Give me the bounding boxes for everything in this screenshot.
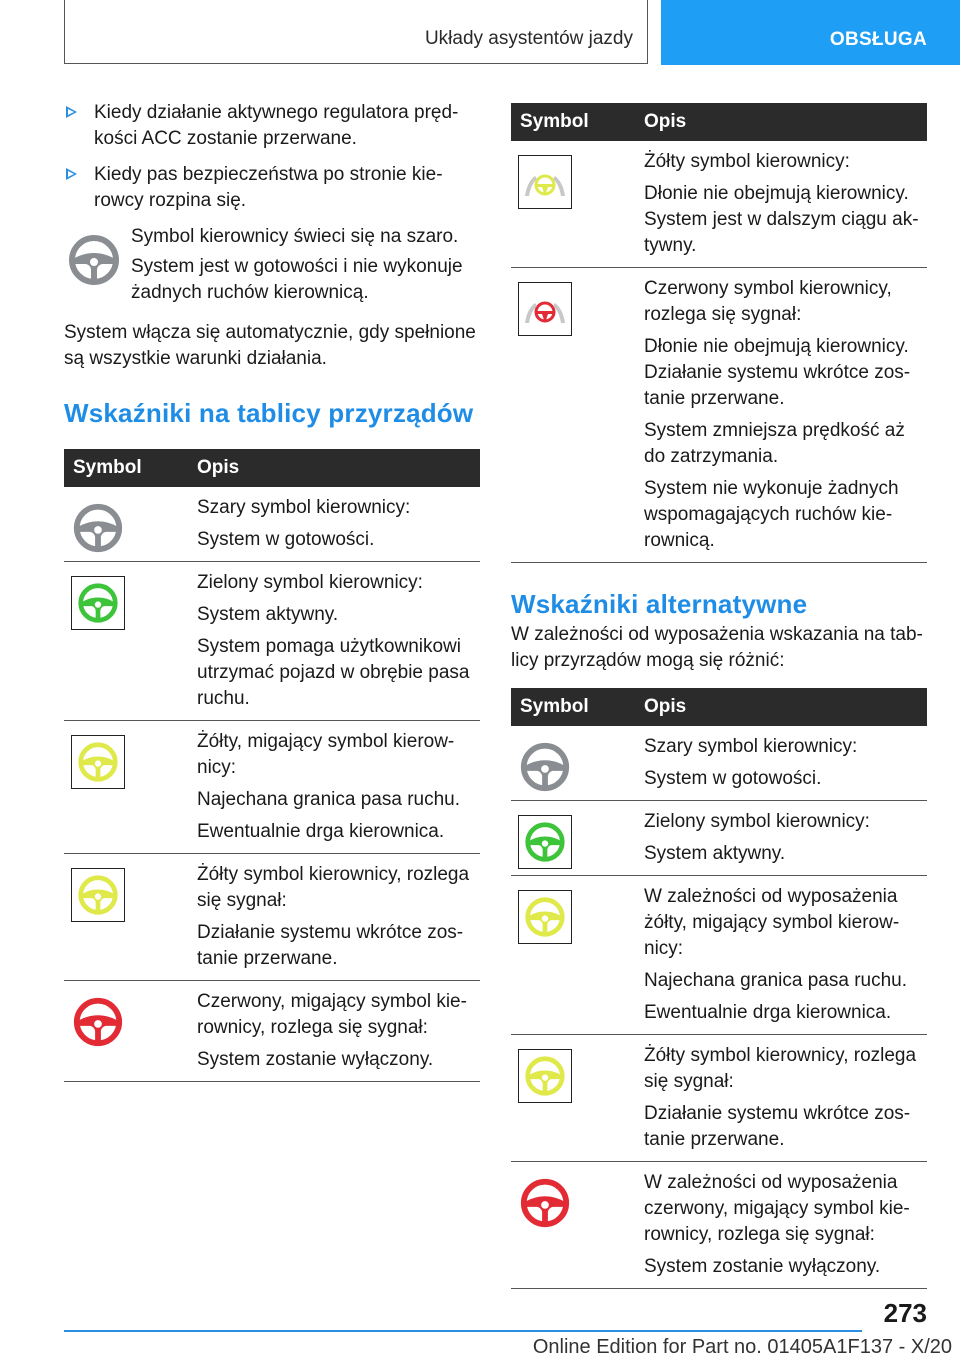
page-number: 273 bbox=[883, 1298, 927, 1328]
steering-wheel-red-icon bbox=[518, 1176, 572, 1235]
description-line: Czerwony, migający symbol kie-rownicy, rozlega się sygnał: bbox=[197, 991, 467, 1038]
description-line: Szary symbol kierownicy: bbox=[197, 497, 411, 518]
activation-paragraph: System włącza się automatycznie, gdy spełnione są wszystkie warunki działania. bbox=[64, 322, 476, 369]
hands-off-yellow-icon bbox=[518, 155, 572, 209]
steering-wheel-grey-icon bbox=[518, 740, 572, 799]
list-item bbox=[64, 162, 480, 214]
steering-wheel-yellow-icon bbox=[518, 890, 572, 944]
header-frame bbox=[64, 0, 648, 64]
bullet-text: rowcy rozpina się. bbox=[94, 190, 247, 211]
description-cell bbox=[187, 487, 480, 562]
symbol-cell bbox=[511, 726, 634, 801]
table-row bbox=[64, 562, 480, 721]
symbol-cell bbox=[511, 141, 634, 268]
description-cell bbox=[634, 141, 927, 268]
symbol-cell bbox=[64, 721, 187, 854]
description-line: System w gotowości. bbox=[644, 768, 822, 789]
symbol-cell bbox=[64, 854, 187, 981]
symbol-cell bbox=[511, 1035, 634, 1162]
steering-wheel-grey-icon bbox=[71, 501, 125, 560]
description-cell bbox=[634, 1162, 927, 1289]
symbol-cell bbox=[64, 487, 187, 562]
hands-off-red-icon bbox=[518, 282, 572, 336]
description-line: Działanie systemu wkrótce zos-tanie przerwane. bbox=[644, 1103, 911, 1150]
left-column bbox=[64, 100, 480, 1082]
description-line: Zielony symbol kierownicy: bbox=[644, 811, 870, 832]
column-header-symbol: Symbol bbox=[511, 103, 634, 141]
description-cell bbox=[634, 876, 927, 1035]
description-line: Żółty symbol kierownicy: bbox=[644, 151, 850, 172]
description-line: Dłonie nie obejmują kierownicy. System jest w dalszym ciągu ak-tywny. bbox=[644, 183, 919, 256]
symbol-cell bbox=[64, 981, 187, 1082]
alternative-indicator-table bbox=[511, 688, 927, 1289]
description-cell bbox=[187, 721, 480, 854]
description-cell bbox=[634, 726, 927, 801]
steering-wheel-grey-icon bbox=[66, 232, 122, 293]
section-tab-label: OBSŁUGA bbox=[829, 29, 927, 50]
table-row bbox=[64, 487, 480, 562]
table-row bbox=[64, 721, 480, 854]
table-row bbox=[511, 876, 927, 1035]
description-line: Czerwony symbol kierownicy, rozlega się sygnał: bbox=[644, 278, 892, 325]
condition-list bbox=[64, 100, 480, 214]
section-heading-indicators: Wskaźniki na tablicy przyrządów bbox=[64, 398, 474, 428]
description-line: Dłonie nie obejmują kierownicy. Działanie systemu wkrótce zos-tanie przerwane. bbox=[644, 336, 911, 409]
table-row bbox=[64, 981, 480, 1082]
description-line: System pomaga użytkownikowi utrzymać pojazd w obrębie pasa ruchu. bbox=[197, 636, 470, 709]
table-row bbox=[511, 268, 927, 563]
description-line: Najechana granica pasa ruchu. bbox=[197, 789, 461, 810]
description-line: Żółty symbol kierownicy, rozlega się sygnał: bbox=[644, 1045, 917, 1092]
symbol-cell bbox=[511, 801, 634, 876]
column-header-description: Opis bbox=[634, 103, 927, 141]
steering-wheel-green-icon bbox=[71, 576, 125, 630]
symbol-cell bbox=[511, 1162, 634, 1289]
steering-wheel-yellow-icon bbox=[518, 1049, 572, 1103]
hands-off-table bbox=[511, 103, 927, 563]
description-line: System zostanie wyłączony. bbox=[197, 1049, 434, 1070]
steering-wheel-green-icon bbox=[518, 815, 572, 869]
bullet-text: kości ACC zostanie przerwane. bbox=[94, 128, 357, 149]
description-line: Żółty symbol kierownicy, rozlega się sygnał: bbox=[197, 864, 470, 911]
description-line: Żółty, migający symbol kierow-nicy: bbox=[197, 731, 455, 778]
description-line: Najechana granica pasa ruchu. bbox=[644, 970, 908, 991]
note-line: System jest w gotowości i nie wykonuje żadnych ruchów kierownicą. bbox=[131, 256, 463, 303]
description-line: System zmniejsza prędkość aż do zatrzymania. bbox=[644, 420, 905, 467]
description-cell bbox=[634, 1035, 927, 1162]
footer-divider bbox=[64, 1330, 862, 1332]
indicator-table bbox=[64, 449, 480, 1082]
table-row bbox=[511, 726, 927, 801]
description-line: W zależności od wyposażenia czerwony, migający symbol kie-rownicy, rozlega się sygnał: bbox=[644, 1172, 910, 1245]
description-cell bbox=[187, 562, 480, 721]
description-line: Ewentualnie drga kierownica. bbox=[197, 821, 445, 842]
description-line: Działanie systemu wkrótce zos-tanie przerwane. bbox=[197, 922, 464, 969]
description-line: Zielony symbol kierownicy: bbox=[197, 572, 423, 593]
description-line: System nie wykonuje żadnych wspomagających ruchów kie-rownicą. bbox=[644, 478, 899, 551]
triangle-bullet-icon bbox=[66, 168, 77, 180]
alternative-intro: W zależności od wyposażenia wskazania na tab-licy przyrządów mogą się różnić: bbox=[511, 624, 923, 671]
section-heading-alternative: Wskaźniki alternatywne bbox=[511, 589, 808, 619]
description-cell bbox=[187, 981, 480, 1082]
description-line: Szary symbol kierownicy: bbox=[644, 736, 858, 757]
triangle-bullet-icon bbox=[66, 106, 77, 118]
description-cell bbox=[634, 801, 927, 876]
description-line: System w gotowości. bbox=[197, 529, 375, 550]
section-tab[interactable] bbox=[661, 0, 960, 65]
grey-symbol-note bbox=[64, 224, 480, 310]
description-line: System zostanie wyłączony. bbox=[644, 1256, 881, 1277]
symbol-cell bbox=[511, 268, 634, 563]
table-row bbox=[511, 1035, 927, 1162]
table-row bbox=[64, 854, 480, 981]
description-cell bbox=[187, 854, 480, 981]
column-header-description: Opis bbox=[634, 688, 927, 726]
chapter-title: Układy asystentów jazdy bbox=[424, 28, 633, 49]
column-header-description: Opis bbox=[187, 449, 480, 487]
column-header-symbol: Symbol bbox=[511, 688, 634, 726]
bullet-text: Kiedy działanie aktywnego regulatora pręd- bbox=[94, 102, 459, 123]
table-row bbox=[511, 1162, 927, 1289]
table-row bbox=[511, 141, 927, 268]
description-line: Ewentualnie drga kierownica. bbox=[644, 1002, 892, 1023]
description-cell bbox=[634, 268, 927, 563]
edition-note: Online Edition for Part no. 01405A1F137 - X/20 bbox=[532, 1336, 952, 1358]
description-line: System aktywny. bbox=[197, 604, 339, 625]
column-header-symbol: Symbol bbox=[64, 449, 187, 487]
symbol-cell bbox=[64, 562, 187, 721]
description-line: System aktywny. bbox=[644, 843, 786, 864]
symbol-cell bbox=[511, 876, 634, 1035]
bullet-text: Kiedy pas bezpieczeństwa po stronie kie- bbox=[94, 164, 443, 185]
list-item bbox=[64, 100, 480, 152]
steering-wheel-yellow-icon bbox=[71, 735, 125, 789]
note-line: Symbol kierownicy świeci się na szaro. bbox=[131, 226, 459, 247]
steering-wheel-red-icon bbox=[71, 995, 125, 1054]
table-row bbox=[511, 801, 927, 876]
steering-wheel-yellow-icon bbox=[71, 868, 125, 922]
right-column bbox=[511, 103, 927, 1289]
description-line: W zależności od wyposażenia żółty, migający symbol kierow-nicy: bbox=[644, 886, 900, 959]
